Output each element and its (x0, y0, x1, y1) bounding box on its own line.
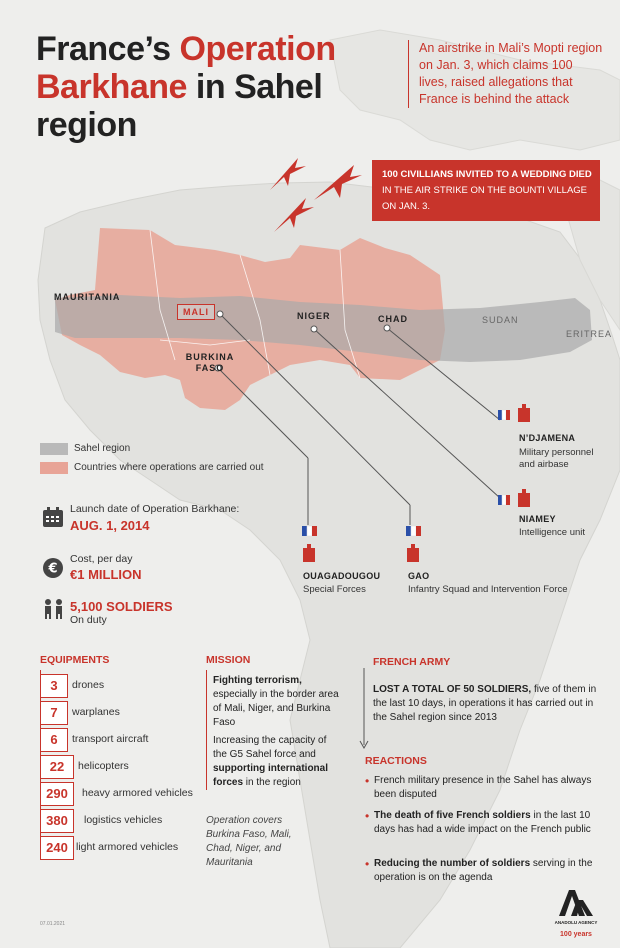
mission-item-1 (213, 674, 343, 730)
legend-sahel: Sahel region (74, 443, 131, 454)
location-gao: GAO (408, 571, 430, 581)
french-army-text (373, 683, 598, 725)
equipment-label: transport aircraft (72, 733, 149, 745)
jet-icon (314, 165, 362, 200)
legend-swatch-sahel (40, 443, 68, 455)
equipment-count: 380 (40, 809, 74, 833)
french-flag-icon (302, 526, 317, 536)
reaction-item (365, 774, 595, 802)
jets-illustration (268, 150, 368, 240)
location-ndjamena-desc: and airbase (519, 459, 569, 470)
location-ndjamena: N’DJAMENA (519, 433, 576, 443)
bullet-icon: • (365, 857, 370, 871)
ouagadougou-icons (298, 522, 322, 568)
reaction-rest: serving in the operation is on the agenda (374, 858, 593, 883)
label-burkina-faso: BURKINA FASO (185, 352, 235, 373)
operation-coverage-note: Operation covers Burkina Faso, Mali, Chad, Niger, and Mauritania (206, 815, 292, 868)
bullet-icon: • (365, 774, 370, 788)
aa-logo-icon (559, 890, 593, 916)
mission-item-2 (213, 734, 343, 790)
army-text: five of them in the last 10 days, in operations it has carried out in the Sahel region since 2013 (373, 684, 597, 723)
equipment-label: light armored vehicles (76, 841, 179, 853)
reaction-text: French military presence in the Sahel has always been disputed (374, 775, 592, 800)
equipments-title: EQUIPMENTS (40, 654, 110, 666)
equipment-count: 22 (40, 755, 74, 779)
french-army-title: FRENCH ARMY (373, 656, 451, 668)
page-title (36, 30, 376, 144)
equipment-label: warplanes (72, 706, 120, 718)
equipment-count: 7 (40, 701, 68, 725)
location-ouagadougou: OUAGADOUGOU (303, 571, 381, 581)
equipment-label: heavy armored vehicles (82, 787, 193, 799)
agency-years: 100 years (560, 931, 592, 938)
french-flag-icon (498, 495, 510, 505)
equipment-count: 3 (40, 674, 68, 698)
building-icon (518, 489, 530, 507)
label-eritrea: ERITREA (566, 329, 613, 339)
mission-title: MISSION (206, 654, 251, 666)
label-chad: CHAD (378, 314, 408, 324)
niamey-icons (496, 487, 536, 511)
legend-operations: Countries where operations are carried out (74, 462, 264, 473)
agency-name: ANADOLU AGENCY (554, 920, 598, 925)
footer-date: 07.01.2021 (40, 921, 66, 927)
army-bold: LOST A TOTAL OF 50 SOLDIERS, (373, 684, 532, 695)
building-icon (303, 544, 315, 562)
building-icon (407, 544, 419, 562)
label-sudan: SUDAN (482, 315, 519, 325)
location-ouagadougou-desc: Special Forces (303, 584, 366, 595)
mission-text: Increasing the capacity of the G5 Sahel force and (213, 735, 327, 760)
equipment-label: drones (72, 679, 105, 691)
equipment-count: 240 (40, 836, 74, 860)
equipment-label: helicopters (78, 760, 129, 772)
banner-bold: 100 CIVILLIANS INVITED TO A WEDDING DIED (382, 169, 592, 180)
mission-bold: Fighting terrorism, (213, 675, 302, 686)
location-ndjamena-desc: Military personnel (519, 447, 594, 458)
reaction-text (374, 809, 595, 837)
label-niger: NIGER (297, 311, 331, 321)
launch-label: Launch date of Operation Barkhane: (70, 503, 240, 515)
lead-text: An airstrike in Mali’s Mopti region on Jan. 3, which claims 100 lives, raised allegations that France is behind the attack (408, 40, 604, 108)
soldiers-value: 5,100 SOLDIERS (70, 599, 173, 614)
legend-swatch-operations (40, 462, 68, 474)
soldiers-icon (42, 598, 66, 620)
launch-value: AUG. 1, 2014 (70, 518, 150, 533)
cost-label: Cost, per day (70, 553, 133, 565)
mission-text: in the region (243, 777, 301, 788)
mission-text: especially in the border area of Mali, Niger, and Burkina Faso (213, 689, 339, 728)
reaction-bold: Reducing the number of soldiers (374, 858, 531, 869)
location-niamey: NIAMEY (519, 514, 556, 524)
label-mauritania: MAURITANIA (54, 292, 121, 302)
anadolu-logo (553, 886, 599, 944)
bullet-icon: • (365, 809, 370, 823)
reaction-rest: in the last 10 days has had a wide impact on the French public (374, 810, 591, 835)
civilians-banner (372, 160, 600, 221)
svg-text:€: € (48, 561, 58, 577)
location-gao-desc: Infantry Squad and Intervention Force (408, 584, 568, 595)
jet-icon (274, 198, 314, 232)
french-flag-icon (406, 526, 421, 536)
reaction-bold: The death of five French soldiers (374, 810, 531, 821)
reactions-title: REACTIONS (365, 755, 427, 767)
euro-icon (42, 557, 64, 579)
banner-text: IN THE AIR STRIKE ON THE BOUNTI VILLAGE ON JAN. 3. (382, 185, 588, 212)
reaction-item (365, 809, 595, 837)
soldiers-label: On duty (70, 614, 107, 626)
french-flag-icon (498, 410, 510, 420)
building-icon (518, 404, 530, 422)
equipment-label: logistics vehicles (84, 814, 163, 826)
reaction-item (365, 857, 595, 885)
title-part: in Sahel region (36, 68, 323, 144)
gao-icons (402, 522, 426, 568)
label-mali: MALI (177, 304, 215, 320)
mission-rule (206, 670, 207, 790)
cost-value: €1 MILLION (70, 567, 142, 582)
reaction-text (374, 857, 595, 885)
mission-bold: supporting international forces (213, 763, 328, 788)
title-part: France’s (36, 30, 180, 68)
title-highlight: Operation Barkhane (36, 30, 336, 106)
location-niamey-desc: Intelligence unit (519, 527, 586, 538)
equipment-count: 290 (40, 782, 74, 806)
jet-icon (270, 158, 306, 190)
ndjamena-icons (496, 402, 536, 426)
calendar-icon (42, 506, 64, 528)
equipment-count: 6 (40, 728, 68, 752)
